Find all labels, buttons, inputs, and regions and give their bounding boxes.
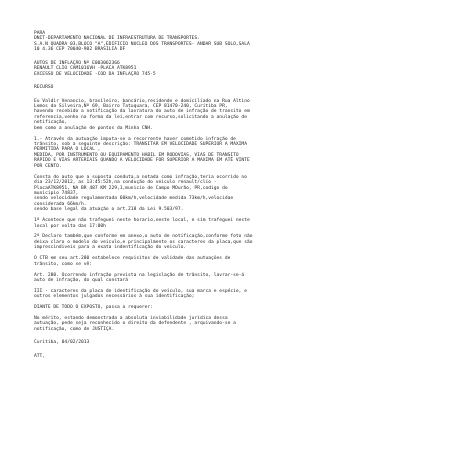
autos-line: EXCESSO DE VELOCIDADE -COD DA INFLAÇÃO 745-5	[34, 71, 156, 77]
intro-line: referencia,venho na forma da lei,entrar com recurso,solicitando a anulação de	[34, 114, 247, 120]
conduta-line: PlacaATK8951, NA BR 487 KM 229,1,municio de Campo MOurão, PR,codigo do	[34, 185, 228, 191]
conduta-line: sendo base legal da atuação o art.218 da Lei 9.503/97.	[34, 207, 184, 213]
closing: ATT,	[34, 353, 46, 359]
paragraph-line: No mérito, estando demonstrada a absoluta inviabilidade jurídica dessa	[34, 316, 228, 321]
paragraph-line: 1º Acontece que não trafeguei neste horario,neste local, e sim trafeguei neste	[34, 218, 250, 224]
paragraph-2	[34, 234, 429, 250]
paragraph-line: 2º Declaro também,que conforme em anexo,o auto de notificação,conforme foto não	[34, 234, 253, 240]
paragraph-1	[34, 218, 429, 229]
recipient-line: S.A.N QUADRA 03,BLOCO "A",EDIFICIO NUCLEO DOS TRANSPORTES- ANDAR SUB SOLO,SALA	[34, 41, 250, 47]
paragraph-line: trânsito, como se vê:	[34, 261, 93, 267]
item1-line: POR CENTO.	[34, 163, 62, 169]
recipient-line: 10 4.36 CEP 70040-902 BRASILIA DF	[34, 47, 126, 53]
intro-line: havendo recebido a notificação da lavratura do auto de infração de transito em	[34, 109, 250, 115]
conduta-paragraph	[34, 175, 429, 213]
paragraph-3	[34, 256, 429, 267]
intro-line: Lemos da Silveira,Nº 69, Bairro Tatuquara, CEP 81470-240, Curitiba PR,	[34, 103, 228, 109]
item1-paragraph	[34, 137, 429, 170]
autos-line: RENAULT CLIO CAM1016VH -PLACA ATK8951	[34, 66, 137, 72]
conduta-line: municipio 74837,	[34, 190, 79, 196]
conduta-line: considerada 66km/h.	[34, 201, 87, 207]
paragraph-line: deixa claro o modelo do veiculo,e principalmente os caracteres da placa,que são	[34, 239, 253, 245]
paragraph-4	[34, 273, 429, 284]
recurso-heading: RECURSO	[34, 85, 54, 91]
item1-line: RÁPIDO E VIAS ARTERIAIS QUANDO A VELOCIDADE FOR SUPERIOR A MAXIMA EM ATÉ VINTE	[34, 158, 250, 164]
item1-line: 1.- Através da autuação imputa-se a recorrente haver cometido infração de	[34, 136, 236, 142]
item1-line: MEDIDA, POR INSTRUMENTO OU EQUIPAMENTO HABIL EM RODOVIAS, VIAS DE TRANSITO	[34, 152, 239, 158]
paragraph-line: auto de infração, do qual constará	[34, 277, 129, 283]
paragraph-line: notificação, como de JUSTIÇA.	[34, 326, 115, 332]
item1-line: trânsito, sob a seguinte descrição: TRANSITAR EM VELOCIDADE SUPERIOR A MAXIMA	[34, 142, 247, 147]
autos-line: AUTOS DE INFLAÇÃO Nº E003062366	[34, 60, 120, 66]
intro-line: notificação,	[34, 120, 68, 126]
item1-line: PERMITIDA PARA O LOCAL ,	[34, 147, 101, 153]
recipient-line: PARA	[34, 31, 46, 36]
intro-line: Eu Valdir Venancio, brasileiro, bancário,residende e domiciliado na Rua Altino	[34, 98, 250, 104]
conduta-line: sendo velocidade regulamentada 60km/h,velocidade medida 73km/h,velocidae	[34, 196, 234, 202]
conduta-line: dia 23/12/2012, as 13:45:52h,na condução do veiculo renault/clio -	[34, 180, 217, 186]
paragraph-line: autuação, pede seja reconhecido o direito da defendente , arquivando-se a	[34, 321, 236, 327]
recipient-line: DNIT-DEPARTAMENTO NACIONAL DE INFRAESTRUTURA DE TRANSPORTES.	[34, 36, 200, 42]
intro-line: bem como a anulação de pontos da Minha CNH.	[34, 125, 153, 131]
letter-body	[34, 31, 429, 359]
intro-paragraph	[34, 99, 429, 132]
paragraph-line: imprescindiveis para a exata indentificação do veiculo.	[34, 245, 187, 251]
paragraph-line: local por volta das 17:00h	[34, 223, 106, 229]
paragraph-7	[34, 316, 429, 332]
paragraph-line: O CTB em seu art.280 estabelece requisitos de validade das autuações de	[34, 256, 231, 262]
paragraph-line: Art. 280. Ocorrendo infração prevista na legislação de trânsito, lavrar-se-á	[34, 272, 245, 278]
paragraph-line: outros elementos julgados necessários à sua identificação;	[34, 294, 195, 300]
recipient-block	[34, 31, 429, 53]
paragraph-line: III - caracteres da placa de identificação do veículo, sua marca e espécie, e	[34, 288, 247, 294]
conduta-line: Consta do auto que a suposta conduta,a notada como infração,teria ocorrido no	[34, 174, 247, 180]
paragraph-5	[34, 289, 429, 300]
autos-block	[34, 61, 429, 77]
request-heading: DIANTE DE TODO O EXPOSTO, passa a requerer:	[34, 305, 153, 311]
place-date: Curitiba, 04/02/2013	[34, 340, 90, 346]
